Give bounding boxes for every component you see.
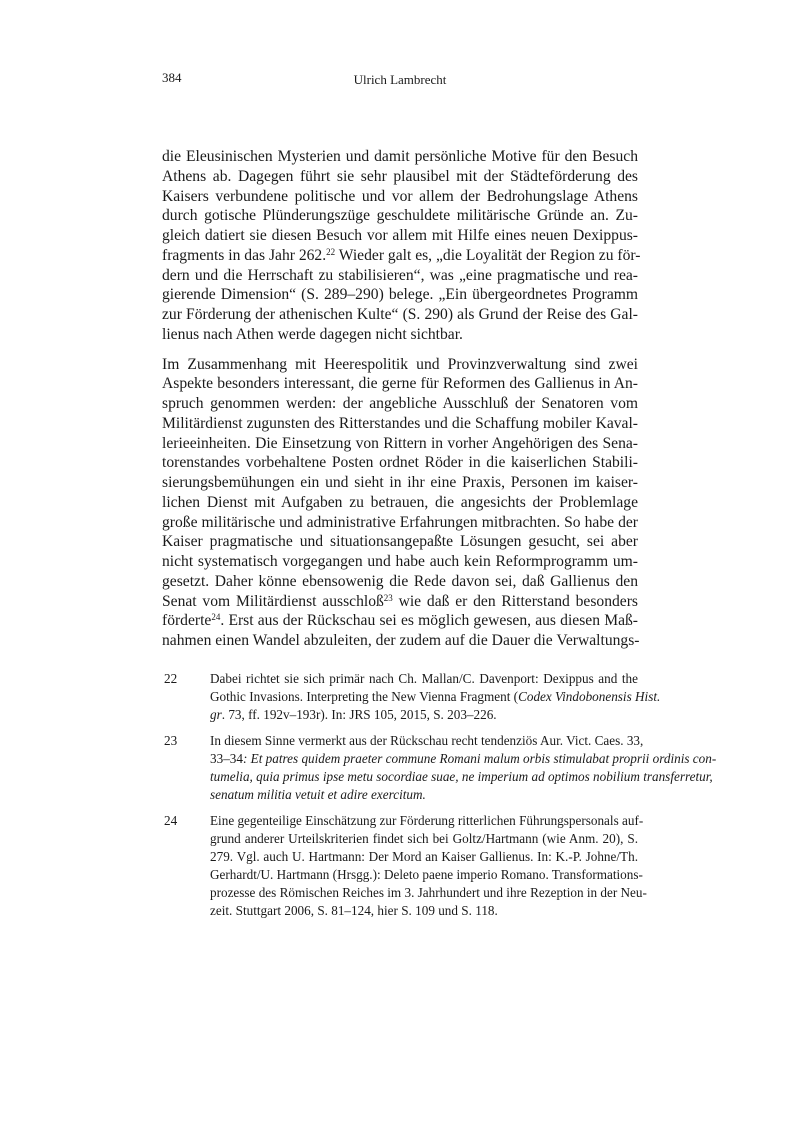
text-line: Aspekte besonders interessant, die gerne für Reformen des Gallienus in An- [162,375,638,393]
footnote-line: Dabei richtet sie sich primär nach Ch. Mallan/C. Davenport: Dexippus and the [210,671,638,686]
italic-run: tumelia, quia primus ipse metu socordiae suae, ne imperium ad optimos nobilium transferretur, [210,769,713,784]
footnotes [162,670,717,928]
text-line: Militärdienst zugunsten des Ritterstandes und die Schaffung mobiler Kaval- [162,414,638,432]
footnote-ref-24[interactable]: 24 [211,612,221,623]
footnote-line: Gerhardt/U. Hartmann (Hrsgg.): Deleto paene imperio Romano. Transformations- [210,867,643,882]
text-line: lichen Dienst mit Aufgaben zu betrauen, die angesichts der Problemlage [162,493,638,511]
text-line: Im Zusammenhang mit Heerespolitik und Provinzverwaltung sind zwei [162,355,638,373]
footnote-line [210,750,717,768]
page-header [162,70,638,90]
text-line: nicht systematisch vorgegangen und habe auch kein Reformprogramm um- [162,553,638,570]
text-line: gierende Dimension“ (S. 289–290) belege. „Ein übergeordnetes Programm [162,286,638,304]
text-line: Kaiser pragmatische und situationsangepaßte Lösungen gesucht, sei aber [162,533,638,551]
text-line: lerieeinheiten. Die Einsetzung von Rittern in vorher Angehörigen des Sena- [162,434,638,452]
footnote-line: 279. Vgl. auch U. Hartmann: Der Mord an Kaiser Gallienus. In: K.-P. Johne/Th. [210,849,638,864]
footnote-line: zeit. Stuttgart 2006, S. 81–124, hier S. 109 und S. 118. [210,903,498,918]
paragraph [162,147,641,345]
text-line: die Eleusinischen Mysterien und damit persönliche Motive für den Besuch [162,148,638,165]
footnote-line: In diesem Sinne vermerkt aus der Rückschau recht tendenziös Aur. Vict. Caes. 33, [210,733,644,748]
text-line: durch gotische Plünderungszüge geschuldete militärische Gründe an. Zu- [162,207,638,225]
text-line: sierungsbemühungen ein und sieht in ihr eine Praxis, Personen im kaiser- [162,474,638,491]
text-run: förderte [162,612,212,630]
text-line: spruch genommen werden: der angebliche Ausschluß der Senatoren vom [162,395,638,412]
footnote-line [210,706,638,724]
footnote-line: Eine gegenteilige Einschätzung zur Förderung ritterlichen Führungspersonals auf- [210,813,644,828]
italic-run: Codex Vindobonensis Hist. [518,689,661,704]
text-line [162,611,638,631]
text-run: fragments in das Jahr 262. [162,246,327,264]
footnote-line [210,768,713,786]
text-line: lienus nach Athen werde dagegen nicht sichtbar. [162,325,463,343]
text-run: Senat vom Militärdienst ausschloß [162,592,384,610]
italic-run: senatum militia vetuit et adire exercitum. [210,787,426,802]
text-run: . 73, ff. 192v–193r). In: JRS 105, 2015, S. 203–226. [221,707,497,722]
text-line [162,592,638,612]
running-head: Ulrich Lambrecht [353,72,447,87]
italic-run: gr [210,707,222,722]
text-run: 33–34 [210,751,243,766]
footnote-line: grund anderer Urteilskriterien findet sich bei Goltz/Hartmann (wie Anm. 20), S. [210,831,638,846]
text-run: . Erst aus der Rückschau sei es möglich gewesen, aus diesen Maß- [220,612,638,630]
paragraph [162,355,638,651]
footnote-number: 23 [164,733,178,748]
text-line [162,246,641,266]
footnote-ref-22[interactable]: 22 [326,246,336,257]
text-line: Kaisers verbundene politische und vor allem der Bedrohungslage Athens [162,187,638,205]
footnote-number: 22 [164,671,178,686]
text-line: große militärische und administrative Erfahrungen mitbrachten. So habe der [162,513,638,531]
footnote-24 [162,812,647,920]
footnote-23 [162,732,717,804]
text-line: gesetzt. Daher könne ebensowenig die Rede davon sei, daß Gallienus den [162,572,638,590]
main-text [162,147,641,651]
text-line: gleich datiert sie diesen Besuch vor allem mit Hilfe eines neuen Dexippus- [162,227,638,244]
italic-run: : Et patres quidem praeter commune Romani malum orbis stimulabat proprii ordinis con- [242,751,717,766]
text-line: Athens ab. Dagegen führt sie sehr plausibel mit der Städteförderung des [162,167,638,185]
text-run: Wieder galt es, „die Loyalität der Region zu för- [335,246,641,264]
text-line: torenstandes vorbehaltene Posten ordnet Röder in die kaiserlichen Stabili- [162,454,638,472]
page-number: 384 [162,70,182,85]
footnote-number: 24 [164,813,178,828]
text-run: wie daß er den Ritterstand besonders [392,592,638,610]
footnote-ref-23[interactable]: 23 [383,592,393,603]
text-line: nahmen einen Wandel abzuleiten, der zudem auf die Dauer die Verwaltungs- [162,632,640,649]
footnote-22 [162,670,661,724]
footnote-line [210,786,638,804]
footnote-line [210,688,661,706]
text-line: dern und die Herrschaft zu stabilisieren“, was „eine pragmatische und rea- [162,266,638,284]
footnote-line: prozesse des Römischen Reiches im 3. Jahrhundert und ihre Rezeption in der Neu- [210,885,647,900]
text-run: Gothic Invasions. Interpreting the New Vienna Fragment ( [210,689,519,704]
text-line: zur Förderung der athenischen Kulte“ (S. 290) als Grund der Reise des Gal- [162,306,638,323]
